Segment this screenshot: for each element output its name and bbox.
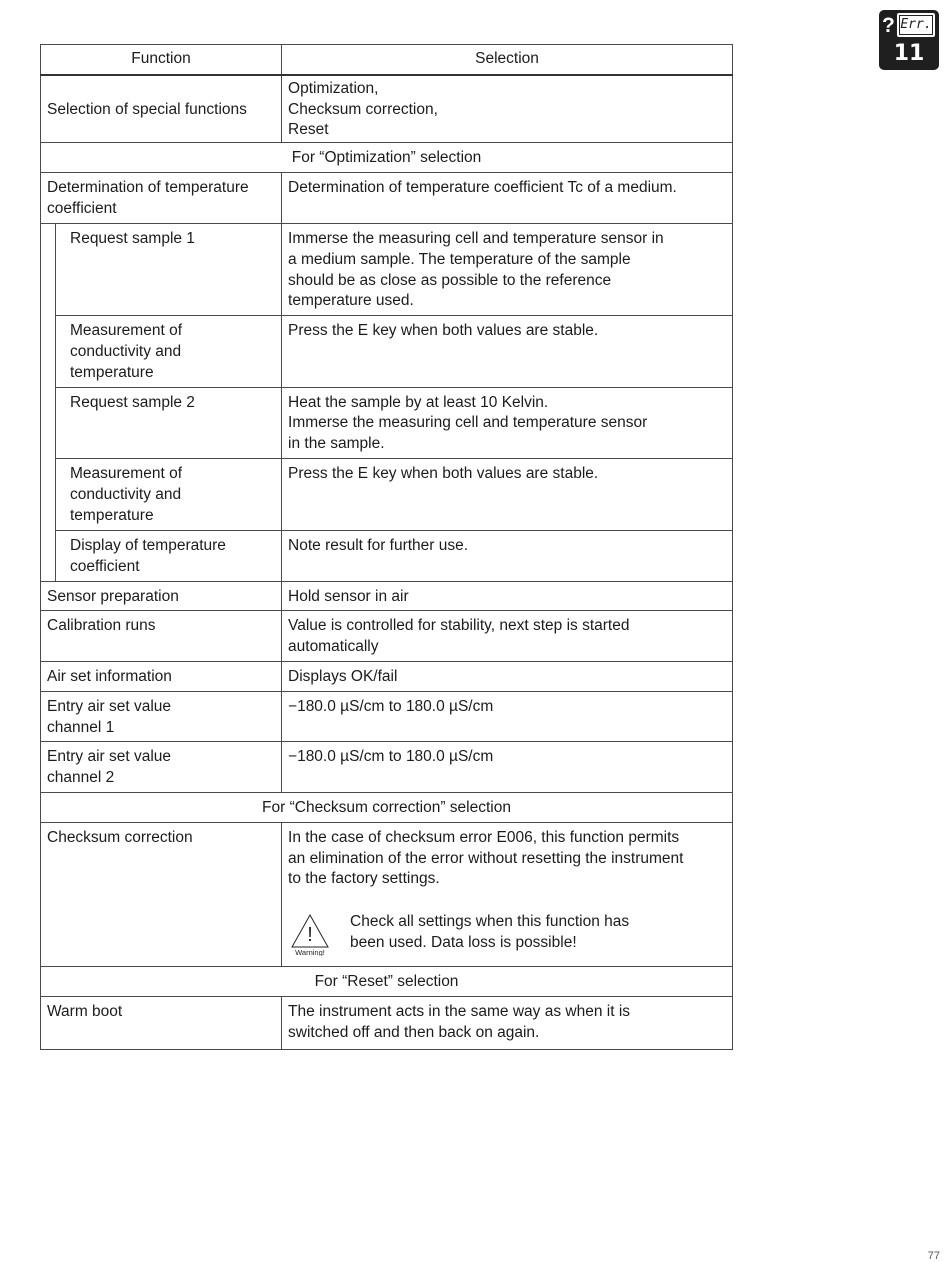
table-row [41,530,733,581]
step-desc: Note result for further use. [282,530,733,581]
row-label: Entry air set value channel 1 [41,691,282,742]
header-function: Function [41,45,282,75]
reset-heading: For “Reset” selection [41,966,733,996]
step-desc: Heat the sample by at least 10 Kelvin. Immerse the measuring cell and temperature sensor in the sample. [282,387,733,458]
chapter-number: 11 [893,41,925,66]
special-functions-table [40,44,733,1050]
temp-coeff-label: Determination of temperature coefficient [41,172,282,223]
warning-note [288,912,726,963]
step-desc: Immerse the measuring cell and temperature sensor in a medium sample. The temperature of the sample should be as close as possible to the reference temperature used. [282,223,733,315]
table-row [41,691,733,742]
section-heading-row [41,143,733,173]
row-label: Calibration runs [41,611,282,662]
page-number: 77 [927,1250,940,1262]
lcd-display-icon: Err. [897,13,935,37]
row-label: Air set information [41,661,282,691]
step-label: Display of temperature coefficient [56,530,282,581]
row-desc: Hold sensor in air [282,581,733,611]
checksum-label: Checksum correction [41,822,282,966]
row-desc: −180.0 µS/cm to 180.0 µS/cm [282,691,733,742]
step-label: Measurement of conductivity and temperature [56,458,282,530]
checksum-heading: For “Checksum correction” selection [41,792,733,822]
warning-icon [288,912,332,963]
svg-text:!: ! [307,924,313,947]
checksum-desc: In the case of checksum error E006, this function permits an elimination of the error without resetting the instrument to the factory settings. ! Warning! Check all settings when this function has been used. Data loss is possible! [282,822,733,966]
step-label: Measurement of conductivity and temperature [56,316,282,387]
table-row [41,661,733,691]
table-row [41,996,733,1049]
step-label: Request sample 2 [56,387,282,458]
question-mark-icon: ? [882,14,895,37]
indent-column [41,223,56,581]
table-header-row [41,45,733,75]
step-label: Request sample 1 [56,223,282,315]
table-row [41,742,733,793]
table-row [41,172,733,223]
error-chapter-badge [879,10,939,70]
special-functions-label: Selection of special functions [41,75,282,143]
table-row [41,458,733,530]
table-row [41,223,733,315]
temp-coeff-desc: Determination of temperature coefficient Tc of a medium. [282,172,733,223]
row-desc: Value is controlled for stability, next step is started automatically [282,611,733,662]
special-functions-options: Optimization, Checksum correction, Reset [282,75,733,143]
table-row [41,581,733,611]
table-row [41,387,733,458]
warm-boot-desc: The instrument acts in the same way as when it is switched off and then back on again. [282,996,733,1049]
section-heading-row [41,966,733,996]
row-label: Entry air set value channel 2 [41,742,282,793]
table-row [41,822,733,966]
row-label: Sensor preparation [41,581,282,611]
table-row [41,75,733,143]
warm-boot-label: Warm boot [41,996,282,1049]
optimization-heading: For “Optimization” selection [41,143,733,173]
table-row [41,316,733,387]
row-desc: −180.0 µS/cm to 180.0 µS/cm [282,742,733,793]
row-desc: Displays OK/fail [282,661,733,691]
step-desc: Press the E key when both values are stable. [282,458,733,530]
step-desc: Press the E key when both values are stable. [282,316,733,387]
table-row [41,611,733,662]
warning-text: Check all settings when this function has been used. Data loss is possible! [350,913,630,951]
header-selection: Selection [282,45,733,75]
section-heading-row [41,792,733,822]
svg-text:Warning!: Warning! [295,948,325,957]
